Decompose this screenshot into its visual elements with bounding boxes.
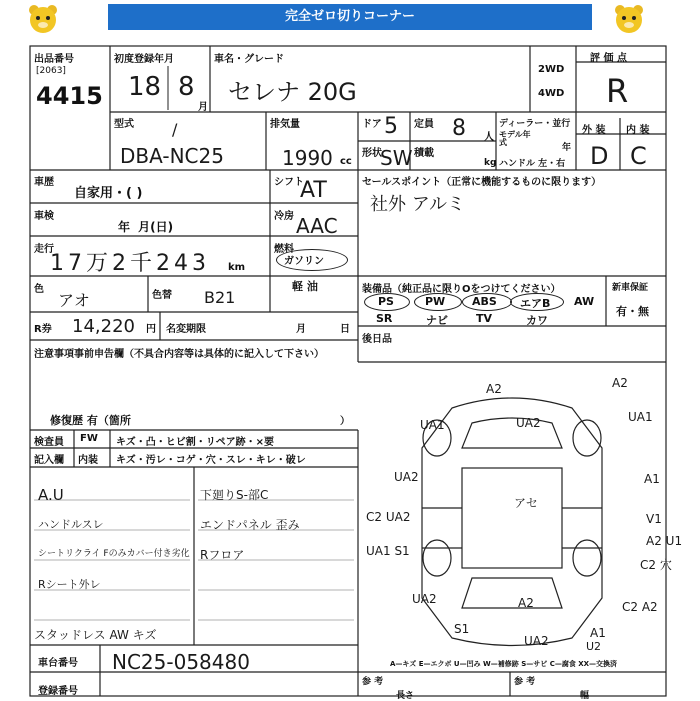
- mileage-label: 走行: [34, 244, 54, 255]
- fw-items: キズ・凸・ヒビ割・リペア跡・×要: [116, 437, 274, 448]
- width-label: 幅: [580, 691, 590, 701]
- damage-label: UA2: [394, 470, 419, 484]
- damage-label: A2: [486, 382, 502, 396]
- equipment-pw: PW: [425, 295, 446, 308]
- cc-unit: cc: [340, 156, 352, 167]
- damage-label: A2: [518, 596, 534, 610]
- recycle-value: 14,220: [72, 316, 135, 337]
- equipment-aw: AW: [574, 295, 595, 308]
- reference-right: 参 考: [514, 677, 536, 687]
- remark-right-3: Rフロア: [200, 548, 245, 562]
- shift-label: シフト: [274, 177, 304, 188]
- first-registration-label: 初度登録年月: [114, 54, 174, 65]
- inspection-value: 年 月(日): [118, 220, 174, 234]
- registration-label: 登録番号: [38, 686, 78, 697]
- interior-record-label: 内装: [78, 455, 98, 466]
- capacity-value: 8: [452, 116, 466, 141]
- remark-left-4: Rシート外レ: [38, 578, 101, 591]
- displacement-value: 1990: [282, 146, 333, 170]
- recycle-label: R券: [34, 324, 52, 335]
- equipment-sr: SR: [376, 312, 393, 325]
- model-slash: /: [172, 120, 178, 139]
- kg-unit: kg: [484, 158, 497, 168]
- fuel-gasoline: ガソリン: [284, 256, 324, 267]
- car-name: セレナ 20G: [228, 78, 357, 106]
- capacity-label: 定員: [414, 119, 434, 130]
- interior-items: キズ・汚レ・コゲ・穴・スレ・キレ・破レ: [116, 455, 306, 466]
- evaluation-score: R: [606, 72, 629, 110]
- lot-number: 4415: [36, 82, 103, 110]
- first-registration-month: 8: [178, 72, 195, 102]
- ac-value: AAC: [296, 214, 338, 238]
- equipment-abs: ABS: [472, 295, 497, 308]
- damage-label: C2 穴: [640, 558, 672, 572]
- title-change-month: 月: [296, 324, 306, 335]
- title-change-label: 名変期限: [166, 324, 206, 335]
- equipment-tv: TV: [476, 312, 493, 325]
- chassis-label: 車台番号: [38, 658, 78, 669]
- mileage-value: 17万2千243: [50, 251, 210, 276]
- damage-label: UA2: [516, 416, 541, 430]
- exterior-grade: D: [590, 142, 609, 170]
- shape-value: SW: [380, 146, 413, 170]
- year-unit: 年: [562, 143, 572, 153]
- shift-value: AT: [300, 178, 327, 203]
- exterior-label: 外 装: [582, 125, 606, 136]
- fuel-diesel: 軽 油: [292, 280, 318, 293]
- damage-label: UA1: [628, 410, 653, 424]
- reference-left: 参 考: [362, 677, 384, 687]
- repair-close: ）: [340, 416, 350, 427]
- damage-label: アセ: [514, 496, 538, 510]
- equipment-airbag: エアB: [520, 297, 551, 310]
- km-unit: km: [228, 262, 246, 273]
- damage-label: A1: [644, 472, 660, 486]
- fuel-label: 燃料: [274, 244, 294, 255]
- equipment-leather: カワ: [526, 314, 548, 327]
- fw-label: FW: [80, 433, 98, 444]
- evaluation-label: 評 価 点: [590, 53, 627, 64]
- color-number-label: 色替: [152, 290, 172, 301]
- sales-point-value: 社外 アルミ: [370, 194, 466, 215]
- inspection-label: 車検: [34, 211, 54, 222]
- after-items-label: 後日品: [362, 334, 392, 345]
- color-value: アオ: [58, 291, 90, 310]
- lot-sub-number: [2063]: [36, 66, 66, 76]
- interior-label: 内 装: [626, 125, 650, 136]
- repair-history-label: 修復歴 有（箇所: [50, 414, 131, 427]
- damage-label: UA2: [412, 592, 437, 606]
- model-year-label: モデル年式: [499, 130, 531, 147]
- remark-bottom: スタッドレス AW キズ: [34, 628, 157, 642]
- year-month-divider: [166, 66, 170, 110]
- damage-label: A1: [590, 626, 606, 640]
- title-banner: 完全ゼロ切りコーナー: [108, 4, 592, 30]
- person-unit: 人: [484, 132, 494, 143]
- damage-label: S1: [454, 622, 470, 636]
- model-type: DBA-NC25: [120, 144, 224, 168]
- record-label: 記入欄: [34, 455, 64, 466]
- equipment-navi: ナビ: [426, 314, 448, 327]
- inspector-label: 検査員: [34, 437, 64, 448]
- shape-label: 形状: [362, 148, 382, 159]
- new-car-warranty-label: 新車保証: [612, 283, 649, 293]
- equipment-ps: PS: [378, 295, 394, 308]
- door-count: 5: [384, 114, 398, 139]
- drive-2wd: 2WD: [538, 64, 565, 75]
- remark-left-3: シートリクライ Fのみカバー付き劣化: [38, 549, 190, 559]
- month-unit: 月: [198, 102, 208, 113]
- damage-label: C2 UA2: [366, 510, 411, 524]
- handle-label: ハンドル 左・右: [499, 159, 566, 169]
- color-label: 色: [34, 284, 44, 295]
- title-change-day: 日: [340, 324, 350, 335]
- color-number: B21: [204, 288, 236, 307]
- length-label: 長さ: [396, 691, 415, 701]
- remark-left-1: A.U: [38, 486, 64, 504]
- damage-label: UA1 S1: [366, 544, 410, 558]
- usage-label: 車歴: [34, 177, 54, 188]
- notes-label: 注意事項事前申告欄（不具合内容等は具体的に記入して下さい）: [34, 349, 324, 360]
- damage-legend: A—キズ E—エクボ U—凹み W—補修跡 S—サビ C—腐食 XX—交換済: [390, 660, 618, 668]
- displacement-label: 排気量: [270, 119, 300, 130]
- damage-label: A2 U1: [646, 534, 683, 548]
- load-label: 積載: [414, 148, 434, 159]
- yen-unit: 円: [146, 324, 156, 335]
- dealer-label: ディーラー・並行: [499, 119, 571, 129]
- drive-4wd: 4WD: [538, 88, 565, 99]
- remark-left-2: ハンドルスレ: [38, 518, 104, 531]
- warranty-value: 有・無: [616, 305, 649, 318]
- equipment-label: 装備品（純正品に限りOをつけてください）: [362, 284, 561, 295]
- usage-value: 自家用・( ): [74, 186, 143, 201]
- damage-label: UA1: [420, 418, 445, 432]
- remark-right-2: エンドパネル 歪み: [200, 518, 300, 532]
- remark-right-1: 下廻りS-部C: [200, 488, 269, 502]
- model-type-label: 型式: [114, 119, 134, 130]
- door-label: ドア: [362, 119, 382, 130]
- damage-label: UA2: [524, 634, 549, 648]
- interior-grade: C: [630, 142, 647, 170]
- car-name-label: 車名・グレード: [214, 54, 284, 65]
- damage-label: C2 A2: [622, 600, 658, 614]
- damage-label: U2: [586, 640, 602, 653]
- chassis-number: NC25-058480: [112, 650, 250, 674]
- damage-label: V1: [646, 512, 662, 526]
- damage-label: A2: [612, 376, 628, 390]
- lot-number-label: 出品番号: [34, 54, 74, 65]
- first-registration-year: 18: [128, 72, 162, 102]
- ac-label: 冷房: [274, 211, 294, 222]
- sales-point-label: セールスポイント（正常に機能するものに限ります）: [362, 177, 602, 188]
